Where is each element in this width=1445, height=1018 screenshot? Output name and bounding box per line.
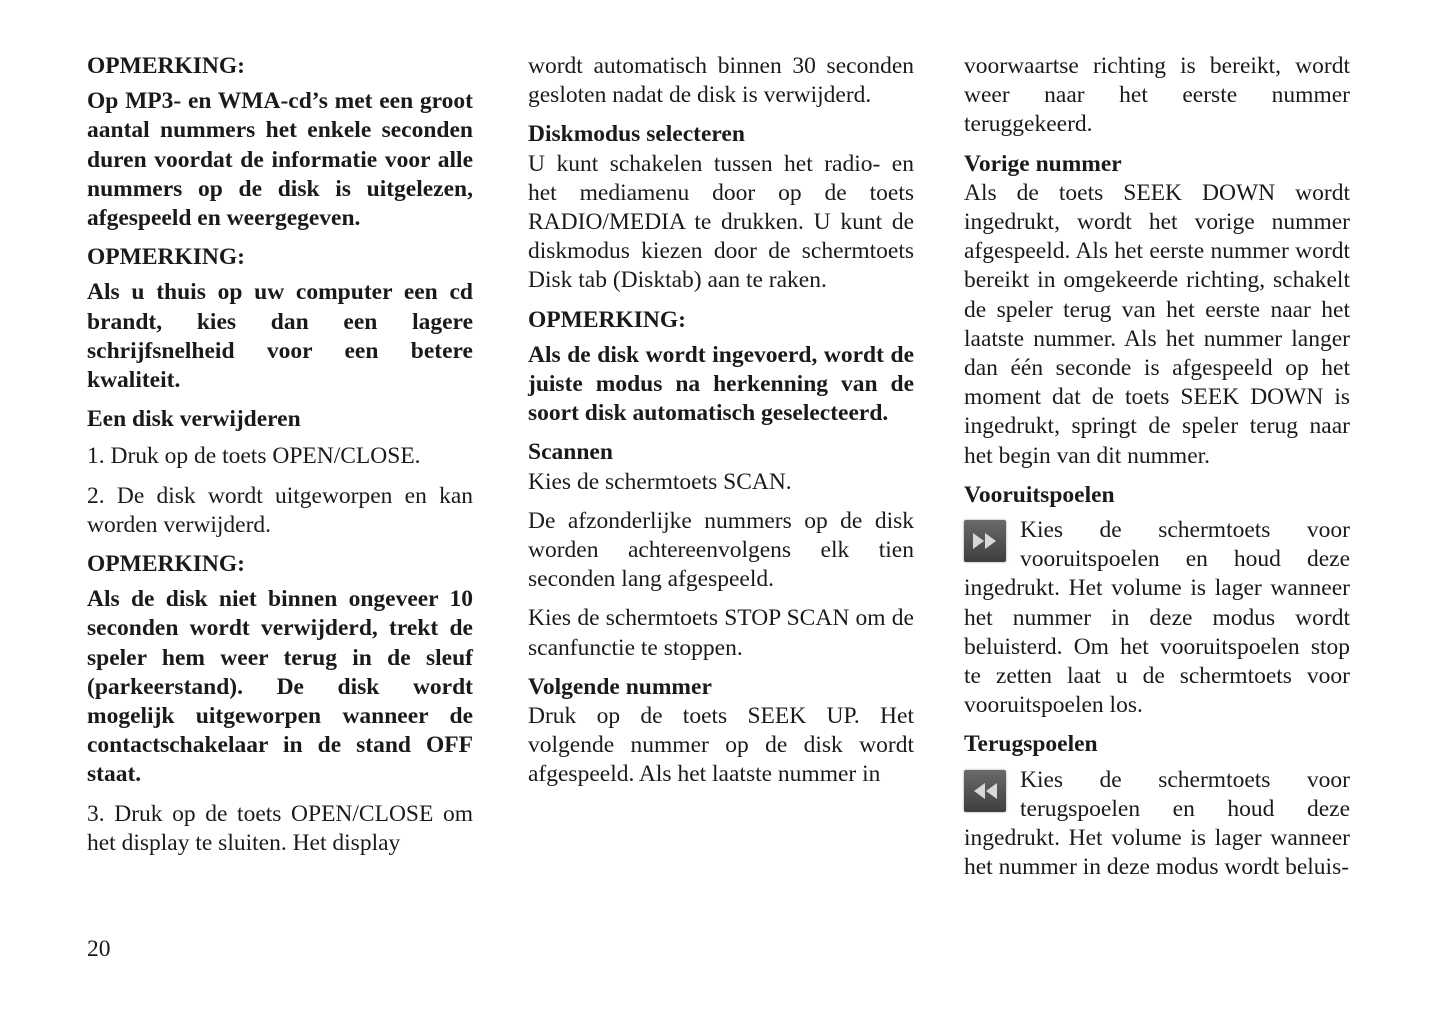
note-heading: OPMERKING: <box>87 53 245 79</box>
fast-forward-paragraph <box>964 516 1350 720</box>
column-2 <box>528 52 914 800</box>
section-body: Druk op de toets SEEK UP. Het volgende nummer op de disk wordt afgespeeld. Als het laatste nummer in <box>528 703 914 788</box>
continued-text: voorwaartse richting is bereikt, wordt weer naar het eerste nummer teruggekeerd. <box>964 53 1350 138</box>
note-body: Als de disk wordt ingevoerd, wordt de juiste modus na herkenning van de soort disk automatisch geselecteerd. <box>528 341 914 427</box>
section-body: Kies de schermtoets STOP SCAN om de scanfunctie te stoppen. <box>528 605 914 661</box>
fast-forward-icon <box>964 520 1006 562</box>
column-3 <box>964 52 1350 892</box>
section-body: U kunt schakelen tussen het radio- en het mediamenu door op de toets RADIO/MEDIA te drukken. U kunt de diskmodus kiezen door de schermtoets Disk tab (Disktab) aan te raken. <box>528 150 914 294</box>
continued-text: wordt automatisch binnen 30 seconden gesloten nadat de disk is verwijderd. <box>528 53 914 109</box>
step-3: 3. Druk op de toets OPEN/CLOSE om het display te sluiten. Het display <box>87 800 473 856</box>
section-body: De afzonderlijke nummers op de disk worden achtereenvolgens elk tien seconden lang afgespeeld. <box>528 507 914 593</box>
section-heading-vorige-nummer: Vorige nummer <box>964 150 1122 177</box>
rewind-paragraph <box>964 766 1350 883</box>
section-heading-diskmodus: Diskmodus selecteren <box>528 121 745 148</box>
section-body: Kies de schermtoets voor vooruitspoelen en houd deze ingedrukt. Het volume is lager wanneer het nummer in deze modus wordt beluisterd. Om het vooruitspoelen stop te zetten laat u de schermtoets voor vooruitspoelen los. <box>964 517 1350 719</box>
note-body: Op MP3- en WMA-cd’s met een groot aantal nummers het enkele seconden duren voordat de informatie voor alle nummers op de disk is uitgelezen, afgespeeld en weergegeven. <box>87 88 473 232</box>
section-body: Kies de schermtoets SCAN. <box>528 468 792 495</box>
note-heading: OPMERKING: <box>528 306 686 333</box>
section-heading-terugspoelen: Terugspoelen <box>964 731 1098 758</box>
rewind-icon <box>964 770 1006 812</box>
section-heading-scannen: Scannen <box>528 439 613 466</box>
column-1 <box>87 52 473 868</box>
step-1: 1. Druk op de toets OPEN/CLOSE. <box>87 443 421 470</box>
note-body: Als u thuis op uw computer een cd brandt, kies dan een lagere schrijfsnelheid voor een betere kwaliteit. <box>87 279 473 394</box>
note-heading: OPMERKING: <box>87 551 245 578</box>
note-heading: OPMERKING: <box>87 244 245 271</box>
step-2: 2. De disk wordt uitgeworpen en kan worden verwijderd. <box>87 482 473 538</box>
section-heading-disk-verwijderen: Een disk verwijderen <box>87 406 301 433</box>
section-body: Kies de schermtoets voor terugspoelen en houd deze ingedrukt. Het volume is lager wanneer het nummer in deze modus wordt beluis- <box>964 766 1350 881</box>
page-number: 20 <box>87 936 111 962</box>
section-heading-vooruitspoelen: Vooruitspoelen <box>964 481 1115 508</box>
section-heading-volgende-nummer: Volgende nummer <box>528 673 712 700</box>
section-body: Als de toets SEEK DOWN wordt ingedrukt, wordt het vorige nummer afgespeeld. Als het eerste nummer wordt bereikt in omgekeerde richting, schakelt de speler terug van het eerste naar het laatste nummer. Als het nummer langer dan één seconde is afgespeeld op het moment dat de toets SEEK DOWN is ingedrukt, springt de speler terug naar het begin van dit nummer. <box>964 179 1350 469</box>
note-body: Als de disk niet binnen ongeveer 10 seconden wordt verwijderd, trekt de speler hem weer terug in de sleuf (parkeerstand). De disk wordt mogelijk uitgeworpen wanneer de contactschakelaar in de stand OFF staat. <box>87 586 473 788</box>
